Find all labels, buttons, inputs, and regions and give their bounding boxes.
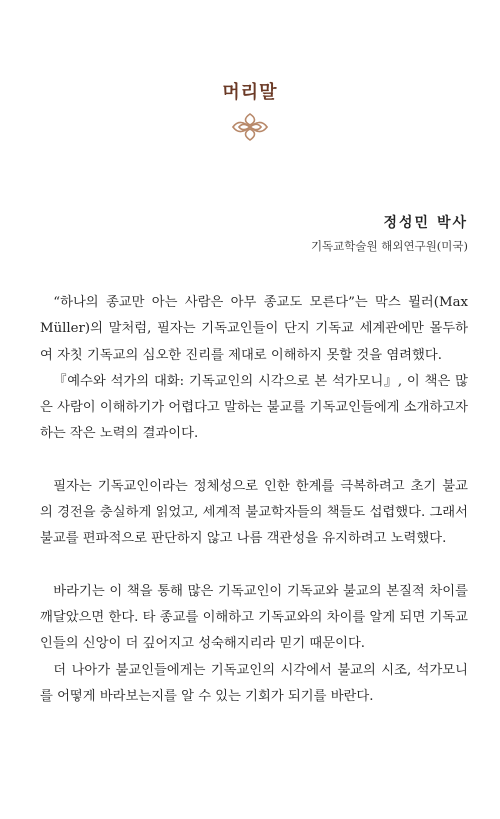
author-affiliation: 기독교학술원 해외연구원(미국): [310, 239, 468, 253]
paragraph: 더 나아가 불교인들에게는 기독교인의 시각에서 불교의 시조, 석가모니를 어떻게 바라보는지를 알 수 있는 기회가 되기를 바란다.: [40, 662, 468, 704]
paragraph: “하나의 종교만 아는 사람은 아무 종교도 모른다”는 막스 뮐러(Max Müller)의 말처럼, 필자는 기독교인들이 단지 기독교 세계관에만 몰두하여 자칫 기독교의 심오한 진리를 제대로 이해하지 못할 것을 염려했다.: [40, 295, 468, 363]
page-title: 머리말: [222, 82, 278, 103]
preface-body: [40, 290, 468, 710]
paragraph: 『예수와 석가의 대화: 기독교인의 시각으로 본 석가모니』, 이 책은 많은 사람이 이해하기가 어렵다고 말하는 불교를 기독교인들에게 소개하고자 하는 작은 노력의 결과이다.: [40, 373, 468, 442]
paragraph: 바라기는 이 책을 통해 많은 기독교인이 기독교와 불교의 본질적 차이를 깨달았으면 한다. 타 종교를 이해하고 기독교와의 차이를 알게 되면 기독교인들의 신앙이 더 깊어지고 성숙해지리라 믿기 때문이다.: [40, 583, 468, 652]
paragraph: 필자는 기독교인이라는 정체성으로 인한 한계를 극복하려고 초기 불교의 경전을 충실하게 읽었고, 세계적 불교학자들의 책들도 섭렵했다. 그래서 불교를 편파적으로 판단하지 않고 나름 객관성을 유지하려고 노력했다.: [40, 478, 468, 547]
author-name: 정성민 박사: [383, 215, 468, 231]
knot-ornament-icon: [230, 112, 270, 142]
